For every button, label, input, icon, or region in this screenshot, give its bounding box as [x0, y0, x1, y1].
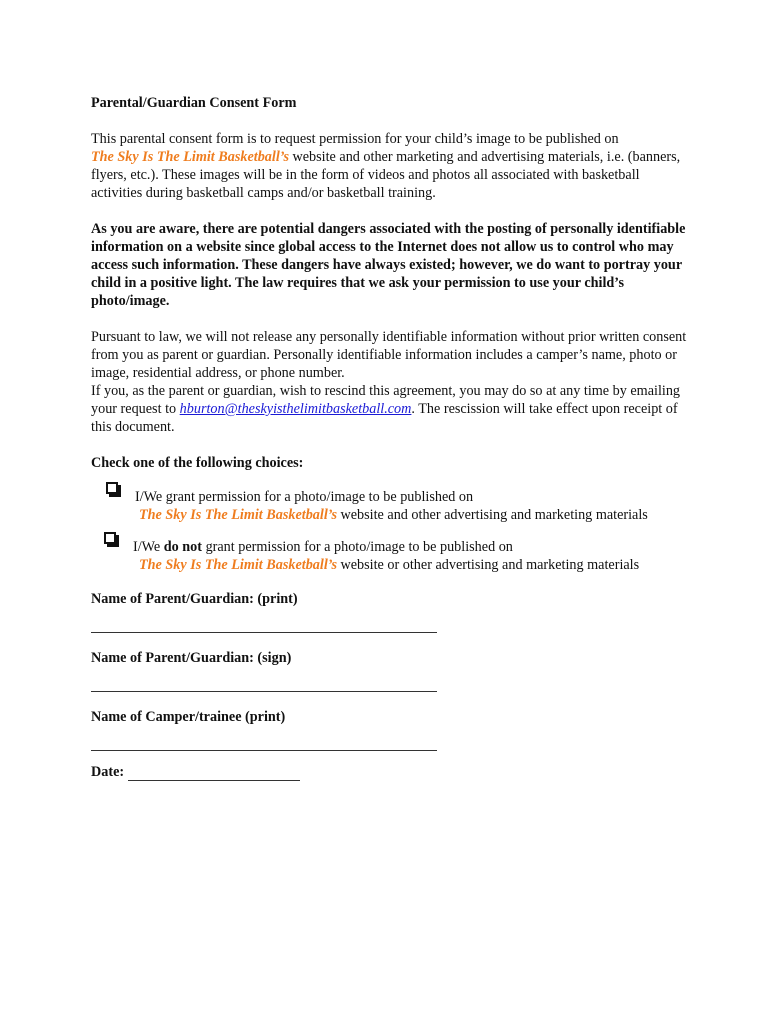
- deny-prefix: I/We: [133, 539, 164, 555]
- deny-emphasis: do not: [163, 539, 203, 555]
- intro-paragraph: [91, 130, 691, 202]
- grant-brand: The Sky Is The Limit Basketball’s: [139, 507, 337, 523]
- rescind-text: If you, as the parent or guardian, wish to rescind this agreement, you may do so at any time by emailing your request to: [91, 383, 681, 417]
- rescind-paragraph: [91, 382, 691, 436]
- privacy-paragraph: Pursuant to law, we will not release any personally identifiable information without prior written consent from you as parent or guardian. Personally identifiable information includes a camper’s name, photo or image, residential address, or phone number.: [91, 329, 687, 381]
- choice-grant: [91, 488, 691, 524]
- date-label: Date:: [91, 764, 125, 780]
- grant-checkbox[interactable]: [106, 482, 118, 494]
- date-field[interactable]: [128, 766, 300, 781]
- intro-text-continued: website and other marketing and advertising materials, i.e. (banners, flyers, etc.). These images will be in the form of videos and photos all associated with basketball activities during basketball camps and/or basketball training.: [91, 149, 681, 201]
- deny-text-main: grant permission for a photo/image to be published on: [202, 539, 513, 555]
- warning-paragraph: As you are aware, there are potential dangers associated with the posting of personally identifiable information on a website since global access to the Internet does not allow us to control who may access such information. These dangers have always existed; however, we do want to portray your child in a positive light. The law requires that we ask your permission to use your child’s photo/image.: [91, 221, 686, 309]
- intro-text: This parental consent form is to request permission for your child’s image to be published on: [91, 131, 619, 147]
- grant-text: I/We grant permission for a photo/image to be published on: [135, 489, 474, 505]
- contact-email-link[interactable]: hburton@theskyisthelimitbasketball.com: [179, 401, 412, 417]
- choices-heading: Check one of the following choices:: [91, 455, 304, 471]
- camper-print-field[interactable]: [91, 726, 437, 751]
- choice-deny: [91, 538, 691, 574]
- parent-sign-field[interactable]: [91, 667, 437, 692]
- deny-brand: The Sky Is The Limit Basketball’s: [139, 557, 337, 573]
- deny-checkbox[interactable]: [104, 532, 116, 544]
- parent-sign-label: Name of Parent/Guardian: (sign): [91, 650, 292, 666]
- deny-text: [133, 538, 691, 556]
- rescind-text-end: . The rescission will take effect upon receipt of this document.: [91, 401, 678, 435]
- grant-text-end: website and other advertising and marketing materials: [336, 507, 648, 523]
- parent-print-label: Name of Parent/Guardian: (print): [91, 591, 298, 607]
- parent-print-field[interactable]: [91, 608, 437, 633]
- form-title: Parental/Guardian Consent Form: [91, 95, 297, 111]
- date-row: [91, 763, 691, 781]
- brand-name: The Sky Is The Limit Basketball’s: [91, 149, 289, 165]
- consent-form: [91, 94, 691, 781]
- deny-text-end: website or other advertising and marketing materials: [336, 557, 640, 573]
- camper-print-label: Name of Camper/trainee (print): [91, 709, 286, 725]
